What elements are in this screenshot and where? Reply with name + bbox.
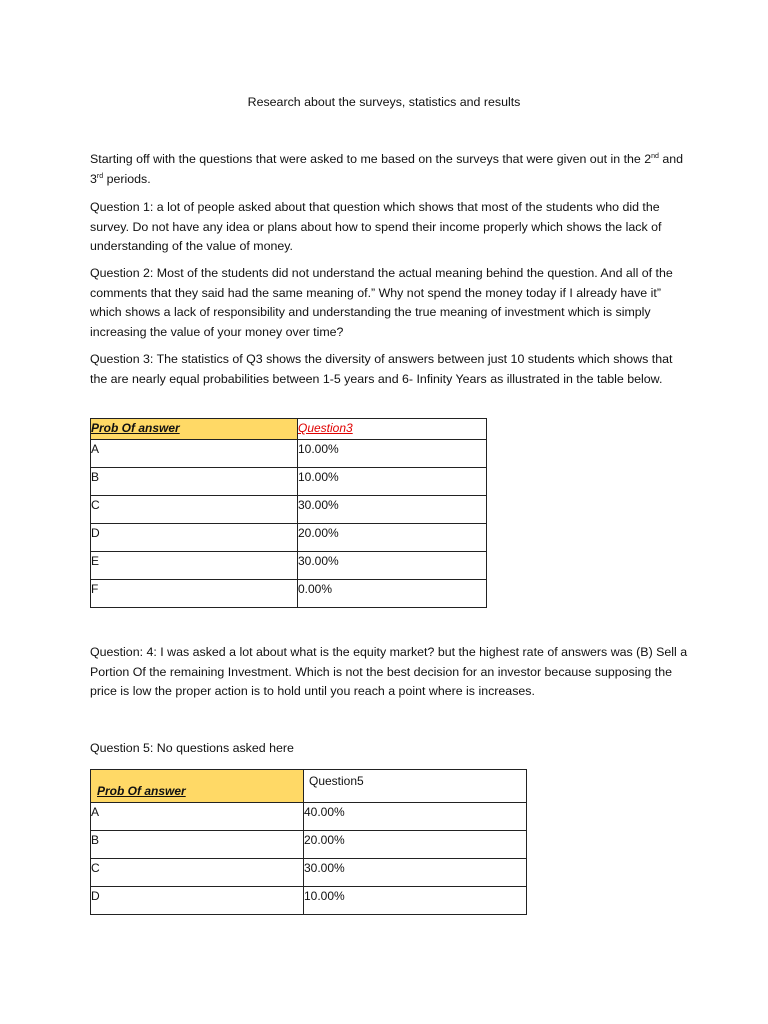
table-row xyxy=(91,858,527,886)
question-4-paragraph: Question: 4: I was asked a lot about what is the equity market? but the highest rate of answers was (B) Sell a Portion Of the remaining Investment. Which is not the best decision for an investor because supposing the price is low the proper action is to hold until you reach a point where is increases. xyxy=(90,645,688,698)
table-header-row xyxy=(91,770,527,803)
answer-label: C xyxy=(91,858,304,886)
answer-label: D xyxy=(91,886,304,914)
table-header-label: Prob Of answer xyxy=(91,419,298,440)
intro-paragraph xyxy=(90,150,690,189)
answer-label: B xyxy=(91,830,304,858)
answer-label: B xyxy=(91,467,298,495)
question3-table xyxy=(90,418,487,608)
document-title: Research about the surveys, statistics and results xyxy=(247,95,521,109)
intro-num-3: 3 xyxy=(90,171,97,186)
intro-and: and xyxy=(658,152,684,166)
answer-label: C xyxy=(91,495,298,523)
answer-label: D xyxy=(91,523,298,551)
intro-sup-nd: nd xyxy=(651,152,659,160)
table-row xyxy=(91,579,487,607)
table-header-label: Prob Of answer xyxy=(91,770,304,803)
answer-value: 20.00% xyxy=(298,523,487,551)
question-1-paragraph: Question 1: a lot of people asked about that question which shows that most of the students who did the survey. Do not have any idea or plans about how to spend their income properly which shows the lack of understanding of the value of money. xyxy=(90,200,662,253)
question-3-paragraph: Question 3: The statistics of Q3 shows the diversity of answers between just 10 students which shows that the are nearly equal probabilities between 1-5 years and 6- Infinity Years as illustrated in the table below. xyxy=(90,352,673,386)
table-header-row xyxy=(91,419,487,440)
intro-num-2: 2 xyxy=(644,152,652,166)
table-row xyxy=(91,886,527,914)
answer-value: 10.00% xyxy=(304,886,527,914)
question-2-paragraph: Question 2: Most of the students did not understand the actual meaning behind the question. And all of the comments that they said had the same meaning of.” Why not spend the money today if I already have it” which shows a lack of responsibility and understanding the true meaning of investment which is simply increasing the value of your money over time? xyxy=(90,266,673,339)
table-header-question3: Question3 xyxy=(298,419,487,440)
table-row xyxy=(91,495,487,523)
table-row xyxy=(91,551,487,579)
answer-value: 30.00% xyxy=(298,495,487,523)
table-header-question5: Question5 xyxy=(304,770,527,803)
intro-sup-rd: rd xyxy=(96,172,104,180)
answer-value: 30.00% xyxy=(304,858,527,886)
answer-label: A xyxy=(91,802,304,830)
table-row xyxy=(91,467,487,495)
table-row xyxy=(91,802,527,830)
intro-text-end: periods. xyxy=(103,171,151,186)
table-row xyxy=(91,830,527,858)
answer-value: 20.00% xyxy=(304,830,527,858)
answer-value: 40.00% xyxy=(304,802,527,830)
question5-table xyxy=(90,769,527,915)
question-5-paragraph: Question 5: No questions asked here xyxy=(90,741,294,755)
answer-label: F xyxy=(91,579,298,607)
answer-value: 10.00% xyxy=(298,467,487,495)
answer-value: 0.00% xyxy=(298,579,487,607)
answer-label: E xyxy=(91,551,298,579)
table-row xyxy=(91,439,487,467)
table-row xyxy=(91,523,487,551)
answer-value: 30.00% xyxy=(298,551,487,579)
intro-text: Starting off with the questions that were asked to me based on the surveys that were given out in the xyxy=(90,152,645,166)
answer-label: A xyxy=(91,439,298,467)
answer-value: 10.00% xyxy=(298,439,487,467)
